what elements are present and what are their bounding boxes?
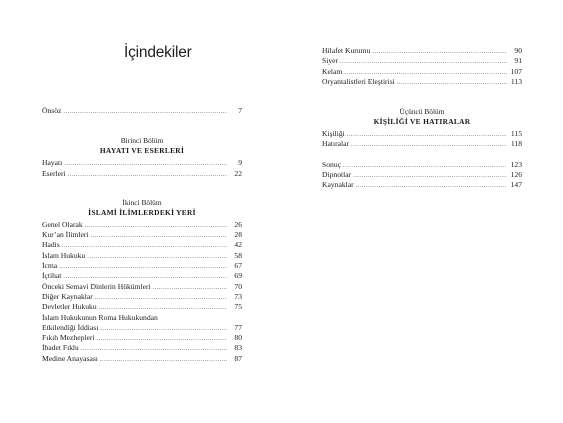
toc-entry[interactable] [42,261,242,271]
toc-entry-title: Genel Olarak [42,219,83,229]
toc-entry-title: Siyer [322,56,339,66]
toc-entry-title: Fıkıh Mezhepleri [42,333,95,343]
toc-entry[interactable] [42,251,242,261]
toc-entry-title: Diğer Kaynaklar [42,291,93,301]
section-part-label: Birinci Bölüm [120,136,164,146]
dot-leader [63,107,227,116]
toc-entry-title: İcma [42,261,58,271]
dot-leader [356,181,507,190]
toc-entry[interactable] [322,67,522,77]
section-name: İSLAMİ İLİMLERDEKİ YERİ [88,207,196,217]
section-part-label: Üçüncü Bölüm [399,107,445,117]
section-heading-part-3 [322,107,522,127]
toc-entry-footnotes[interactable] [322,170,522,180]
toc-entry[interactable] [42,354,242,364]
dot-leader [90,231,227,240]
dot-leader [153,283,227,292]
toc-entry-title: Hadis [42,240,60,250]
toc-entry-page: 42 [234,240,242,250]
section-name: KİŞİLİĞİ VE HATIRALAR [373,117,471,127]
toc-entry-preface[interactable] [42,106,242,116]
dot-leader [351,140,507,149]
toc-entry-page: 118 [510,139,522,149]
toc-entry-title: İçtihat [42,271,62,281]
toc-entry-title: Kaynaklar [322,180,354,190]
dot-leader [97,334,227,343]
dot-leader [340,57,507,66]
section-name: HAYATI VE ESERLERİ [99,146,185,156]
toc-entry[interactable] [322,77,522,87]
section-heading-part-2 [42,198,242,218]
section-part-label: İkinci Bölüm [122,197,162,207]
toc-entry-title: İslam Hukukunun Roma Hukukundan [42,312,158,322]
dot-leader [353,171,507,180]
toc-entry-conclusion[interactable] [322,160,522,170]
toc-entry[interactable] [322,46,522,56]
toc-entry[interactable] [322,56,522,66]
toc-entry-title: Hatıralar [322,139,349,149]
toc-entry[interactable] [42,333,242,343]
toc-entry[interactable] [42,158,242,168]
toc-entry-page: 58 [234,250,242,260]
dot-leader [100,324,227,333]
toc-entry-title: Medine Anayasası [42,353,98,363]
toc-entry-title: Dipnotlar [322,170,352,180]
dot-leader [81,344,227,353]
toc-entry-page: 69 [234,271,242,281]
toc-entry-page: 26 [234,219,242,229]
toc-entry-bibliography[interactable] [322,180,522,190]
toc-entry-title: Etkilendiği İddiası [42,322,99,332]
toc-entry-title: Kelam [322,66,343,76]
toc-left-column [42,106,242,364]
toc-entry[interactable] [42,240,242,250]
dot-leader [99,303,227,312]
toc-entry-page: 75 [234,302,242,312]
toc-entry-continued[interactable] [42,313,242,323]
toc-entry-page: 70 [234,281,242,291]
toc-entry-page: 73 [234,291,242,301]
dot-leader [85,221,227,230]
dot-leader [63,272,227,281]
dot-leader [87,252,227,261]
toc-entry-title: İbadet Fıkhı [42,343,79,353]
toc-entry[interactable] [322,139,522,149]
page-title: İçindekiler [124,44,192,61]
toc-entry-title: Oryantalistleri Eleştirisi [322,76,395,86]
toc-entry-title: İslam Hukuku [42,250,86,260]
toc-entry-page: 80 [234,333,242,343]
toc-entry-title: Devletler Hukuku [42,302,97,312]
dot-leader [372,47,507,56]
toc-entry[interactable] [42,323,242,333]
toc-entry-title: Kişiliği [322,129,345,139]
toc-entry-title: Hayatı [42,158,63,168]
toc-entry-page: 113 [510,76,522,86]
dot-leader [100,355,227,364]
toc-entry-title: Eserleri [42,168,66,178]
toc-entry[interactable] [42,343,242,353]
toc-entry-page: 77 [234,322,242,332]
toc-entry-page: 147 [510,180,522,190]
toc-entry-page: 90 [514,46,522,55]
toc-entry-page: 9 [238,158,242,168]
toc-entry-page: 107 [510,66,522,76]
toc-entry-page: 126 [510,170,522,180]
dot-leader [95,293,227,302]
toc-entry-page: 67 [234,261,242,271]
dot-leader [59,262,227,271]
toc-entry-page: 123 [510,159,522,169]
toc-entry-page: 83 [234,343,242,353]
dot-leader [62,241,227,250]
toc-entry[interactable] [42,220,242,230]
toc-entry-title: Önceki Semavi Dinlerin Hükümleri [42,281,151,291]
dot-leader [68,170,227,179]
toc-entry-title: Sonuç [322,159,341,169]
toc-entry-page: 91 [514,56,522,66]
toc-right-column [322,46,522,191]
toc-entry-title: Önsöz [42,106,62,115]
toc-entry-page: 7 [238,106,242,115]
dot-leader [64,159,227,168]
toc-entry-page: 28 [234,230,242,240]
toc-entry[interactable] [42,292,242,302]
toc-entry-title: Hilafet Kurumu [322,46,371,55]
toc-entry[interactable] [42,302,242,312]
dot-leader [397,78,507,87]
toc-entry[interactable] [322,129,522,139]
toc-entry-page: 115 [510,129,522,139]
toc-entry[interactable] [42,271,242,281]
dot-leader [344,68,507,77]
section-heading-part-1 [42,136,242,156]
toc-entry[interactable] [42,169,242,179]
toc-entry-title: Kur’an İlimleri [42,230,89,240]
toc-entry-page: 87 [234,353,242,363]
dot-leader [343,161,507,170]
dot-leader [347,130,507,139]
toc-entry-page: 22 [234,168,242,178]
toc-entry[interactable] [42,282,242,292]
toc-entry[interactable] [42,230,242,240]
